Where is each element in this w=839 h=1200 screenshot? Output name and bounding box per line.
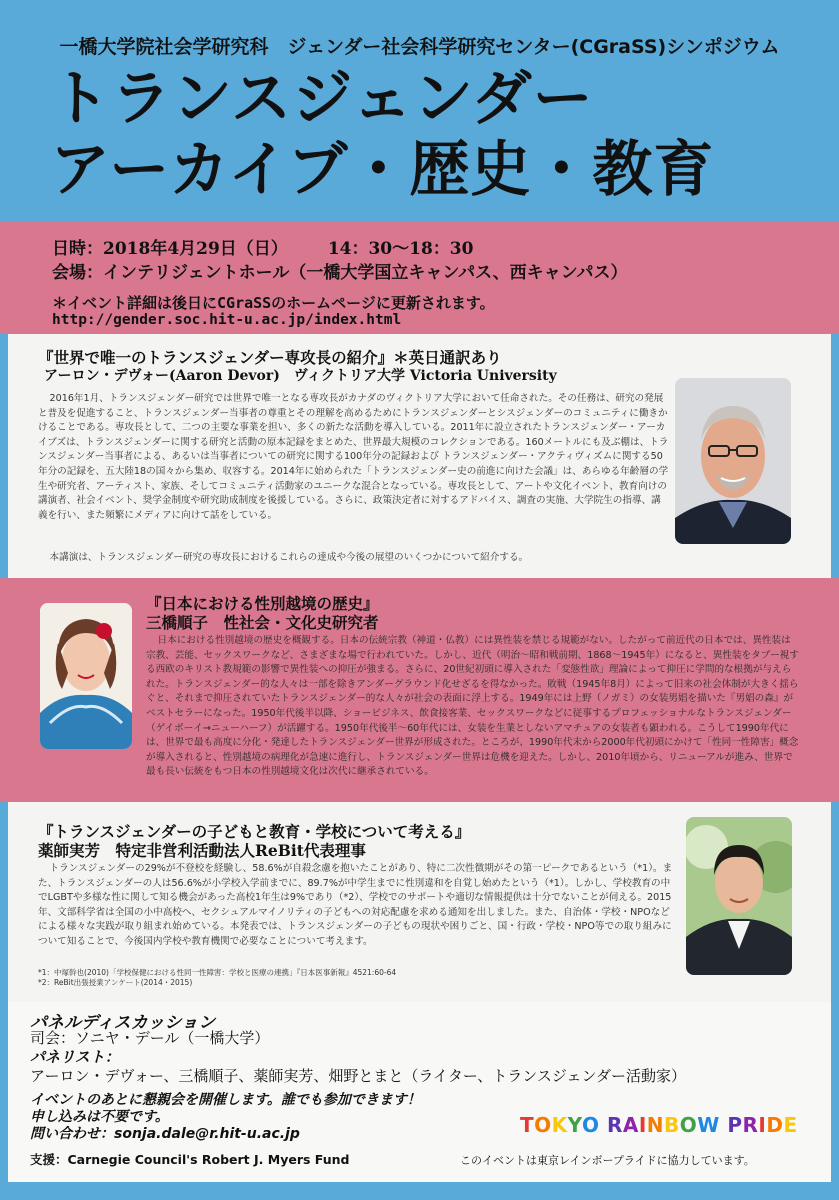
contact-info[interactable]: 問い合わせ：sonja.dale@r.hit-u.ac.jp — [30, 1126, 300, 1142]
event-time: 14：30〜18：30 — [327, 239, 474, 259]
symposium-subtitle: 一橋大学院社会学研究科 ジェンダー社会科学研究センター(CGraSS)シンポジウム — [59, 36, 780, 58]
talk3-footnote-2: *2：ReBit出張授業アンケート(2014・2015) — [38, 978, 193, 987]
main-title-line1: トランスジェンダー — [50, 64, 594, 134]
cooperation-line: このイベントは東京レインボープライドに協力しています。 — [460, 1154, 755, 1167]
panel-moderator: 司会：ソニヤ・デール（一橋大学） — [30, 1029, 270, 1047]
bottom-strip — [0, 1182, 839, 1200]
talk3-footnote-1: *1：中塚幹也(2010)「学校保健における性同一性障害：学校と医療の連携」『日本医事新報』4521:60-64 — [38, 968, 397, 977]
event-url[interactable]: http://gender.soc.hit-u.ac.jp/index.html — [52, 312, 402, 328]
talk3-body: トランスジェンダーの29%が不登校を経験し、58.6%が自殺念慮を抱いたことがあり、特に二次性徴期がその第一ピークであるという（*1）。また、トランスジェンダーの人は56.6%が小学校入学前までに、89.7%が中学生までに性別違和を自覚し始めたという（*1）。しかし、学校教育の中でLGBTや多様な性に関して知る機会があった高校1年生は9%であり（*2）、学校でのサポートや適切な情報提供は十分でないことが伺える。2015年、文部科学省は全国の小中高校へ、セクシュアルマイノリティの子どもへの対応配慮を求める通知を出しました。また、自治体・学校・NPOなどによる様々な実践が取り組まれ始めている。本発表では、トランスジェンダーの子どもの現状や困りごと、国・行政・学校・NPO等での取り組みについて知ることで、今後国内学校や教育機関で必要なことについて考えます。 — [38, 863, 673, 947]
rainbow-letter: N — [646, 1113, 665, 1137]
event-datetime — [52, 234, 473, 259]
main-title-line2: アーカイブ・歴史・教育 — [50, 135, 715, 205]
rainbow-letter: O — [679, 1113, 698, 1137]
rainbow-letter: T — [520, 1113, 535, 1137]
speaker2-photo — [40, 603, 132, 749]
talk3-speaker: 薬師実芳 特定非営利活動法人ReBit代表理事 — [38, 841, 366, 860]
rainbow-letter: D — [766, 1113, 784, 1137]
rainbow-letter: R — [742, 1113, 759, 1137]
talk2-speaker: 三橋順子 性社会・文化史研究者 — [146, 613, 379, 632]
talk2-body: 日本における性別越境の歴史を概観する。日本の伝統宗教（神道・仏教）には異性装を禁じる規範がない。したがって前近代の日本では、異性装は宗教、芸能、セックスワークなど、さまざまな場で行われていた。しかし、近代（明治〜昭和戦前期、1868〜1945年）になると、異性装をタブー視する西欧のキリスト教規範の影響で異性装への抑圧が強まる。さらに、20世紀初頭に導入された「変態性欲」理論によって抑圧に学問的な根拠が与えられた。トランスジェンダー的な人々は一部を除きアンダーグラウンド化せざるを得なかった。敗戦（1945年8月）によって旧来の社会体制が大きく揺らぐと、それまで抑圧されていたトランスジェンダー的な人々が社会の表面に浮上する。1949年には上野（ノガミ）の女装男娼を描いた『男娼の森』がベストセラーになった。1950年代後半以降、ショービジネス、飲食接客業、セックスワークなどに従事するプロフェッショナルなトランスジェンダー（ゲイボーイ→ニューハーフ）が活躍する。1950年代後半〜60年代には、女装を生業としないアマチュアの女装者も顕われる。こうして1990年代には、世界で最も高度に分化・発達したトランスジェンダー世界が形成された。ところが、1990年代末から2000年代初頭にかけて「性同一性障害」概念が導入されると、性別越境の病理化が急速に進行し、トランスジェンダー世界は危機を迎えた。しかし、2010年頃から、リニューアルが進み、世界で最も長い伝統をもつ日本の性別越境文化は次代に継承されている。 — [146, 635, 799, 778]
tokyo-rainbow-pride-logo — [520, 1113, 798, 1137]
rainbow-letter — [599, 1113, 606, 1137]
panel-heading: パネルディスカッション — [30, 1013, 216, 1033]
talk1-body: 2016年1月、トランスジェンダー研究では世界で唯一となる専攻長がカナダのヴィクトリア大学において任命された。その任務は、研究の発展と普及を促進すること、トランスジェンダー当事者の尊重とその理解を高めるためにトランスジェンダーとシスジェンダーのコミュニティに働きかけることである。専攻長として、二つの主要な事業を担い、多くの新たな活動を導入している。2011年に設立されたトランスジェンダー・アーカイブズは、トランスジェンダーに関する研究と活動の原本記録をまとめた、世界最大規模のコレクションである。160メートルにも及ぶ棚は、トランスジェンダー当事者による、あるいは当事者についての研究に関する100年分の記録および トランスジェンダー・アクティヴィズムに関する50年分の記録を、五大陸18の国々から集め、収容する。2014年に始められた「トランスジェンダー史の前進に向けた会議」は、あらゆる年齢層の学生や研究者、アーティスト、家族、そしてコミュニティ活動家のユニークな混合となっている。専攻長として、アートや文化イベント、教育向けの講演者、社会イベント、奨学金制度や研究助成制度を後援している。さらに、政策決定者に対するアドバイス、調査の実施、大学院生の指導、講義を行い、また頻繁にメディアに向けて話をしている。 — [38, 393, 669, 521]
panel-panelists-label: パネリスト： — [30, 1048, 120, 1066]
reception-notice: イベントのあとに懇親会を開催します。誰でも参加できます！ — [30, 1092, 421, 1108]
rainbow-letter: O — [534, 1113, 552, 1137]
event-venue: 会場：インテリジェントホール（一橋大学国立キャンパス、西キャンパス） — [52, 263, 628, 283]
rainbow-letter: P — [727, 1113, 743, 1137]
rainbow-letter: W — [697, 1113, 720, 1137]
rainbow-letter: I — [758, 1113, 767, 1137]
panel-panelists: アーロン・デヴォー、三橋順子、薬師実芳、畑野とまと（ライター、トランスジェンダー活動家） — [30, 1067, 686, 1085]
sponsor-line: 支援：Carnegie Council's Robert J. Myers Fund — [30, 1152, 350, 1167]
no-registration: 申し込みは不要です。 — [30, 1109, 169, 1125]
talk2-title: 『日本における性別越境の歴史』 — [146, 594, 379, 613]
rainbow-letter: I — [638, 1113, 647, 1137]
rainbow-letter: E — [783, 1113, 798, 1137]
rainbow-letter: R — [606, 1113, 623, 1137]
rainbow-letter: K — [551, 1113, 568, 1137]
talk1-speaker: アーロン・デヴォー(Aaron Devor) ヴィクトリア大学 Victoria University — [44, 368, 557, 384]
event-date: 日時：2018年4月29日（日） — [52, 239, 288, 259]
talk1-title: 『世界で唯一のトランスジェンダー専攻長の紹介』＊英日通訳あり — [38, 348, 502, 367]
speaker3-photo — [686, 817, 792, 975]
rainbow-letter: B — [664, 1113, 680, 1137]
talk3-title: 『トランスジェンダーの子どもと教育・学校について考える』 — [38, 822, 471, 841]
rainbow-letter: O — [581, 1113, 600, 1137]
talk1-body-closing: 本講演は、トランスジェンダー研究の専攻長におけるこれらの達成や今後の展望のいくつかについて紹介する。 — [49, 552, 529, 563]
event-info-band — [0, 222, 839, 334]
header — [0, 0, 839, 222]
rainbow-letter: Y — [567, 1113, 582, 1137]
speaker1-photo — [675, 378, 791, 544]
rainbow-letter: A — [622, 1113, 639, 1137]
event-notice: ＊イベント詳細は後日にCGraSSのホームページに更新されます。 — [52, 294, 495, 312]
